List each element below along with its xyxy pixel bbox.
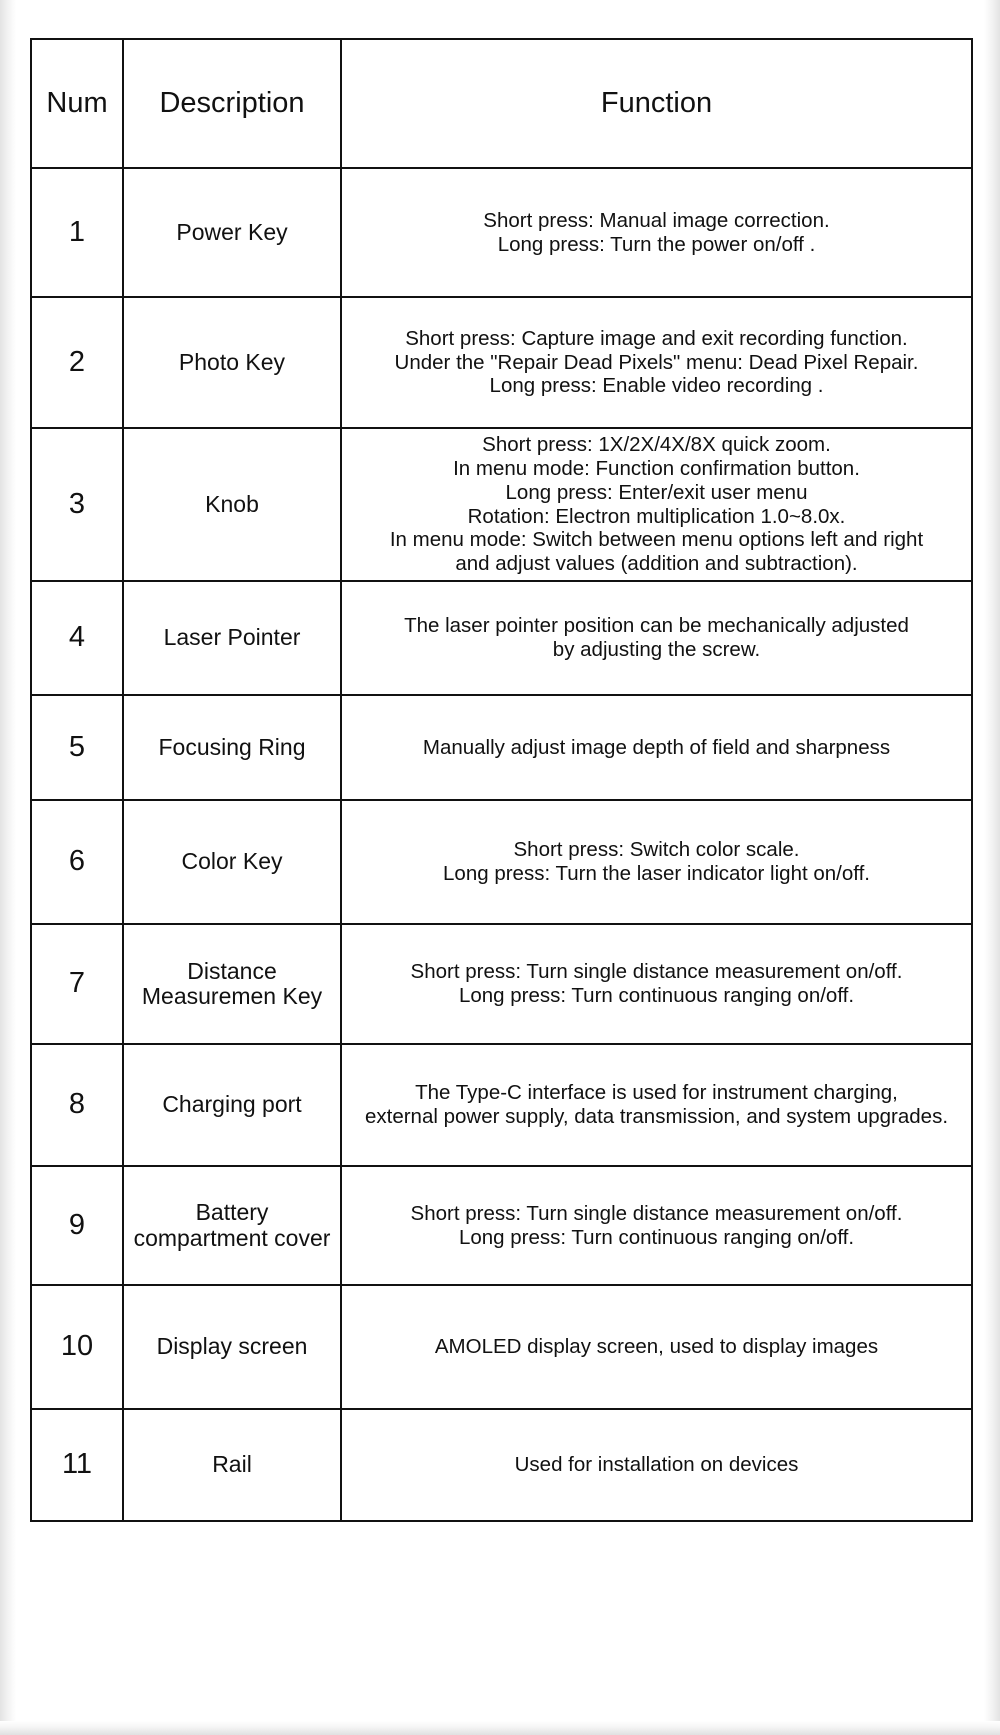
- header-function: Function: [341, 39, 972, 168]
- function-line: Short press: Capture image and exit recording function.: [405, 326, 908, 350]
- row-num: 5: [31, 695, 123, 800]
- function-line: Short press: 1X/2X/4X/8X quick zoom.: [482, 432, 831, 456]
- row-num: 10: [31, 1285, 123, 1409]
- row-num: 11: [31, 1409, 123, 1521]
- row-num: 6: [31, 800, 123, 924]
- row-function: [341, 1409, 972, 1521]
- description-line: compartment cover: [133, 1224, 331, 1251]
- function-line: The laser pointer position can be mechanically adjusted: [404, 614, 909, 638]
- row-description: Color Key: [123, 800, 341, 924]
- table-row: [31, 695, 972, 800]
- function-line: Long press: Turn the power on/off .: [497, 232, 816, 256]
- row-num: 2: [31, 297, 123, 428]
- function-line: Short press: Turn single distance measurement on/off.: [410, 960, 903, 984]
- header-description: Description: [123, 39, 341, 168]
- function-line: and adjust values (addition and subtraction).: [455, 552, 858, 576]
- row-num: 7: [31, 924, 123, 1044]
- function-line: Manually adjust image depth of field and sharpness: [422, 735, 891, 759]
- function-line: AMOLED display screen, used to display images: [434, 1335, 879, 1358]
- row-description: Power Key: [123, 168, 341, 297]
- row-description: [123, 1166, 341, 1285]
- function-line: Short press: Switch color scale.: [513, 838, 800, 862]
- function-line: The Type-C interface is used for instrument charging,: [415, 1081, 898, 1105]
- row-description: Photo Key: [123, 297, 341, 428]
- function-line: Used for installation on devices: [514, 1453, 799, 1476]
- table-row: [31, 924, 972, 1044]
- function-line: Long press: Turn continuous ranging on/off.: [458, 1225, 855, 1249]
- row-function: [341, 428, 972, 581]
- table-row: [31, 1285, 972, 1409]
- description-line: Distance: [187, 957, 277, 984]
- function-line: Rotation: Electron multiplication 1.0~8.0x.: [467, 504, 846, 528]
- row-function: [341, 168, 972, 297]
- function-line: In menu mode: Switch between menu options left and right: [389, 528, 924, 552]
- row-function: [341, 695, 972, 800]
- table-row: [31, 1044, 972, 1166]
- table-row: [31, 1409, 972, 1521]
- row-function: [341, 1166, 972, 1285]
- row-function: [341, 1285, 972, 1409]
- row-description: Rail: [123, 1409, 341, 1521]
- row-num: 1: [31, 168, 123, 297]
- row-description: Display screen: [123, 1285, 341, 1409]
- row-num: 3: [31, 428, 123, 581]
- header-num: Num: [31, 39, 123, 168]
- table-row: [31, 1166, 972, 1285]
- row-description: Knob: [123, 428, 341, 581]
- function-line: Short press: Turn single distance measurement on/off.: [410, 1201, 903, 1225]
- row-description: Charging port: [123, 1044, 341, 1166]
- table-row: [31, 581, 972, 695]
- table-header-row: [31, 39, 972, 168]
- function-line: Long press: Turn continuous ranging on/off.: [458, 984, 855, 1007]
- row-num: 8: [31, 1044, 123, 1166]
- function-line: Short press: Manual image correction.: [483, 208, 830, 232]
- function-line: by adjusting the screw.: [552, 638, 761, 661]
- table-row: [31, 297, 972, 428]
- row-function: [341, 800, 972, 924]
- page-edge-left: [0, 0, 16, 1735]
- function-line: external power supply, data transmission, and system upgrades.: [364, 1105, 949, 1128]
- function-line: Under the "Repair Dead Pixels" menu: Dead Pixel Repair.: [394, 350, 919, 374]
- function-line: Long press: Enable video recording .: [489, 374, 824, 398]
- row-description: [123, 924, 341, 1044]
- row-function: [341, 297, 972, 428]
- description-line: Battery: [195, 1199, 269, 1226]
- table-row: [31, 800, 972, 924]
- function-table: [30, 38, 973, 1522]
- row-function: [341, 924, 972, 1044]
- row-num: 4: [31, 581, 123, 695]
- row-num: 9: [31, 1166, 123, 1285]
- table-row: [31, 428, 972, 581]
- row-function: [341, 581, 972, 695]
- description-line: Measuremen Key: [141, 983, 323, 1009]
- function-line: In menu mode: Function confirmation button.: [453, 456, 860, 480]
- table-row: [31, 168, 972, 297]
- row-description: Focusing Ring: [123, 695, 341, 800]
- function-line: Long press: Enter/exit user menu: [505, 480, 808, 504]
- page-edge-right: [984, 0, 1000, 1735]
- row-description: Laser Pointer: [123, 581, 341, 695]
- row-function: [341, 1044, 972, 1166]
- page-edge-bottom: [0, 1721, 1000, 1735]
- function-line: Long press: Turn the laser indicator light on/off.: [443, 862, 870, 885]
